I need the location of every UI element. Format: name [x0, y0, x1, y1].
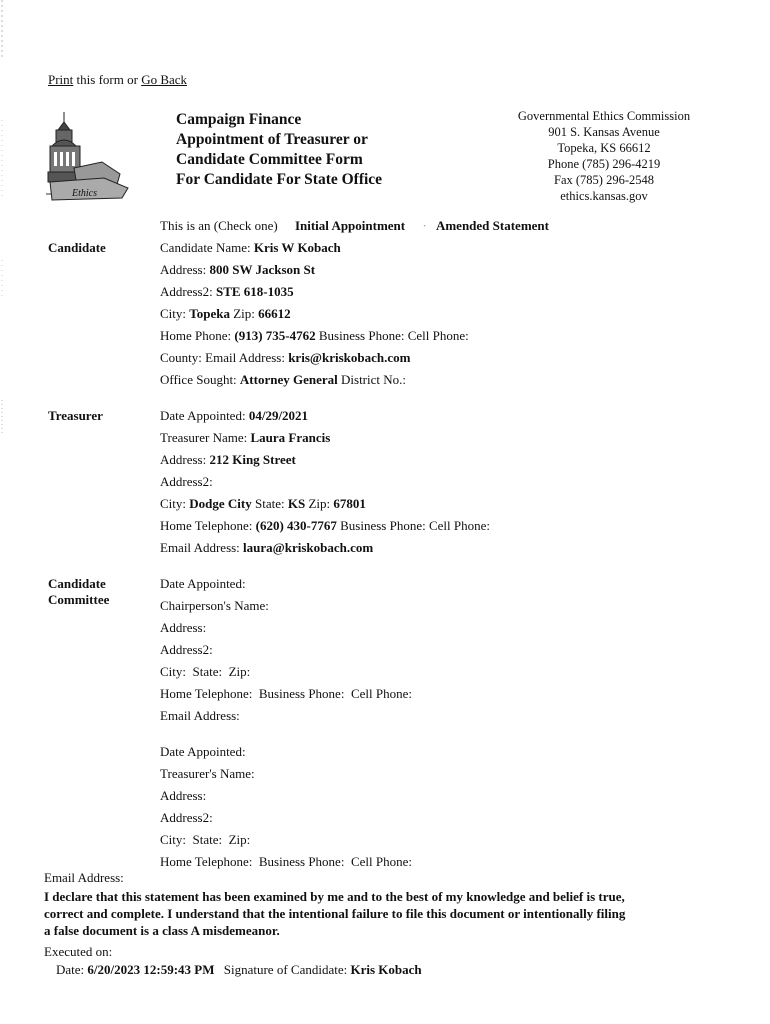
committee-section-label-1: Candidate [48, 576, 106, 591]
execution-line [56, 962, 422, 978]
treasurer-zip-label: Zip: [308, 496, 334, 511]
candidate-address-row [160, 262, 315, 278]
chair-name-label: Chairperson's Name: [160, 598, 269, 613]
committee-section-label-2: Committee [48, 592, 110, 607]
executed-on-label: Executed on: [44, 944, 113, 959]
committee-treasurer-address-label: Address: [160, 788, 207, 803]
chair-email-label: Email Address: [160, 708, 240, 723]
committee-treasurer-name-label: Treasurer's Name: [160, 766, 255, 781]
candidate-business-phone-label: Business Phone: [318, 328, 405, 343]
title-line-1: Campaign Finance [176, 111, 302, 128]
candidate-name-value: Kris W Kobach [253, 240, 341, 255]
candidate-email-value: kris@kriskobach.com [288, 350, 411, 365]
treasurer-email-value: laura@kriskobach.com [243, 540, 374, 555]
candidate-home-phone-value: (913) 735-4762 [234, 328, 316, 343]
treasurer-business-phone-label: Business Phone: [340, 518, 426, 533]
scan-edge-marks [0, 0, 6, 440]
candidate-address-value: 800 SW Jackson St [209, 262, 316, 277]
treasurer-cell-phone-label: Cell Phone: [428, 518, 490, 533]
chair-date-label: Date Appointed: [160, 576, 246, 591]
chair-city-line: City: State: Zip: [160, 664, 251, 679]
treasurer-email-row [160, 540, 373, 556]
candidate-name-label: Candidate Name: [160, 240, 254, 255]
title-line-2: Appointment of Treasurer or [176, 131, 368, 148]
candidate-address2-row [160, 284, 294, 300]
chair-address2-label: Address2: [160, 642, 213, 657]
checkbox-mark: · [422, 218, 427, 233]
title-line-3: Candidate Committee Form [176, 151, 363, 168]
candidate-home-phone-label: Home Phone: [160, 328, 235, 343]
agency-contact-block [488, 108, 720, 204]
candidate-county-email-row [160, 350, 410, 366]
execution-date-value: 6/20/2023 12:59:43 PM [87, 962, 215, 977]
treasurer-home-phone-label: Home Telephone: [160, 518, 256, 533]
agency-street: 901 S. Kansas Avenue [548, 125, 660, 139]
signature-label: Signature of Candidate: [223, 962, 351, 977]
declaration-line-2: correct and complete. I understand that the intentional failure to file this document or intentionally filing [44, 906, 626, 921]
execution-date-label: Date: [56, 962, 88, 977]
amended-statement-option: Amended Statement [435, 218, 549, 233]
candidate-cell-phone-label: Cell Phone: [407, 328, 469, 343]
candidate-office-value: Attorney General [239, 372, 338, 387]
committee-treasurer-city-line: City: State: Zip: [160, 832, 251, 847]
treasurer-address2-label: Address2: [160, 474, 213, 489]
chair-phone-line: Home Telephone: Business Phone: Cell Phone: [160, 686, 412, 701]
candidate-zip-value: 66612 [258, 306, 291, 321]
agency-city: Topeka, KS 66612 [557, 141, 651, 155]
treasurer-date-label: Date Appointed: [160, 408, 249, 423]
treasurer-city-value: Dodge City [189, 496, 252, 511]
agency-name: Governmental Ethics Commission [517, 109, 691, 123]
candidate-county-label: County: [160, 350, 202, 365]
title-line-4: For Candidate For State Office [176, 171, 383, 188]
agency-fax: Fax (785) 296-2548 [554, 173, 654, 187]
treasurer-home-phone-value: (620) 430-7767 [255, 518, 337, 533]
treasurer-name-row [160, 430, 330, 446]
print-link[interactable]: Print [48, 72, 74, 87]
treasurer-address-value: 212 King Street [209, 452, 296, 467]
initial-appointment-option: Initial Appointment [294, 218, 406, 233]
candidate-office-label: Office Sought: [160, 372, 240, 387]
declaration-line-1: I declare that this statement has been examined by me and to the best of my knowledge and belief is true, [44, 889, 625, 904]
treasurer-city-label: City: [160, 496, 190, 511]
candidate-email-label: Email Address: [205, 350, 289, 365]
check-one-prefix: This is an (Check one) [160, 218, 278, 233]
candidate-phone-row [160, 328, 469, 344]
check-one-line [160, 218, 549, 234]
committee-treasurer-address2-label: Address2: [160, 810, 213, 825]
treasurer-state-value: KS [287, 496, 306, 511]
treasurer-date-value: 04/29/2021 [248, 408, 309, 423]
candidate-city-row [160, 306, 291, 322]
candidate-office-row [160, 372, 406, 388]
committee-treasurer-phone-line: Home Telephone: Business Phone: Cell Phone: [160, 854, 412, 869]
treasurer-section-label: Treasurer [48, 408, 103, 423]
treasurer-name-label: Treasurer Name: [160, 430, 251, 445]
signature-value: Kris Kobach [350, 962, 422, 977]
treasurer-date-row [160, 408, 308, 424]
nav-line [48, 72, 187, 88]
treasurer-email-label: Email Address: [160, 540, 244, 555]
treasurer-address2-row [160, 474, 213, 490]
nav-middle-text: this form or [73, 72, 142, 87]
candidate-zip-label: Zip: [233, 306, 259, 321]
candidate-address2-label: Address2: [160, 284, 216, 299]
candidate-district-label: District No.: [341, 372, 407, 387]
candidate-city-value: Topeka [189, 306, 230, 321]
candidate-address-label: Address: [160, 262, 210, 277]
treasurer-city-row [160, 496, 366, 512]
agency-phone: Phone (785) 296-4219 [547, 157, 661, 171]
declaration-line-3: a false document is a class A misdemeanor. [44, 923, 280, 938]
treasurer-zip-value: 67801 [333, 496, 366, 511]
candidate-city-label: City: [160, 306, 190, 321]
candidate-address2-value: STE 618-1035 [215, 284, 294, 299]
candidate-name-row [160, 240, 341, 256]
treasurer-address-label: Address: [160, 452, 210, 467]
agency-website: ethics.kansas.gov [560, 189, 648, 203]
committee-treasurer-email-label: Email Address: [44, 870, 124, 885]
treasurer-phone-row [160, 518, 490, 534]
committee-treasurer-date-label: Date Appointed: [160, 744, 246, 759]
go-back-link[interactable]: Go Back [141, 72, 188, 87]
treasurer-state-label: State: [254, 496, 288, 511]
form-title [176, 110, 382, 190]
candidate-section-label: Candidate [48, 240, 106, 255]
declaration-text [44, 888, 744, 939]
treasurer-name-value: Laura Francis [250, 430, 331, 445]
logo-text: Ethics [72, 188, 97, 199]
treasurer-address-row [160, 452, 296, 468]
chair-address-label: Address: [160, 620, 207, 635]
